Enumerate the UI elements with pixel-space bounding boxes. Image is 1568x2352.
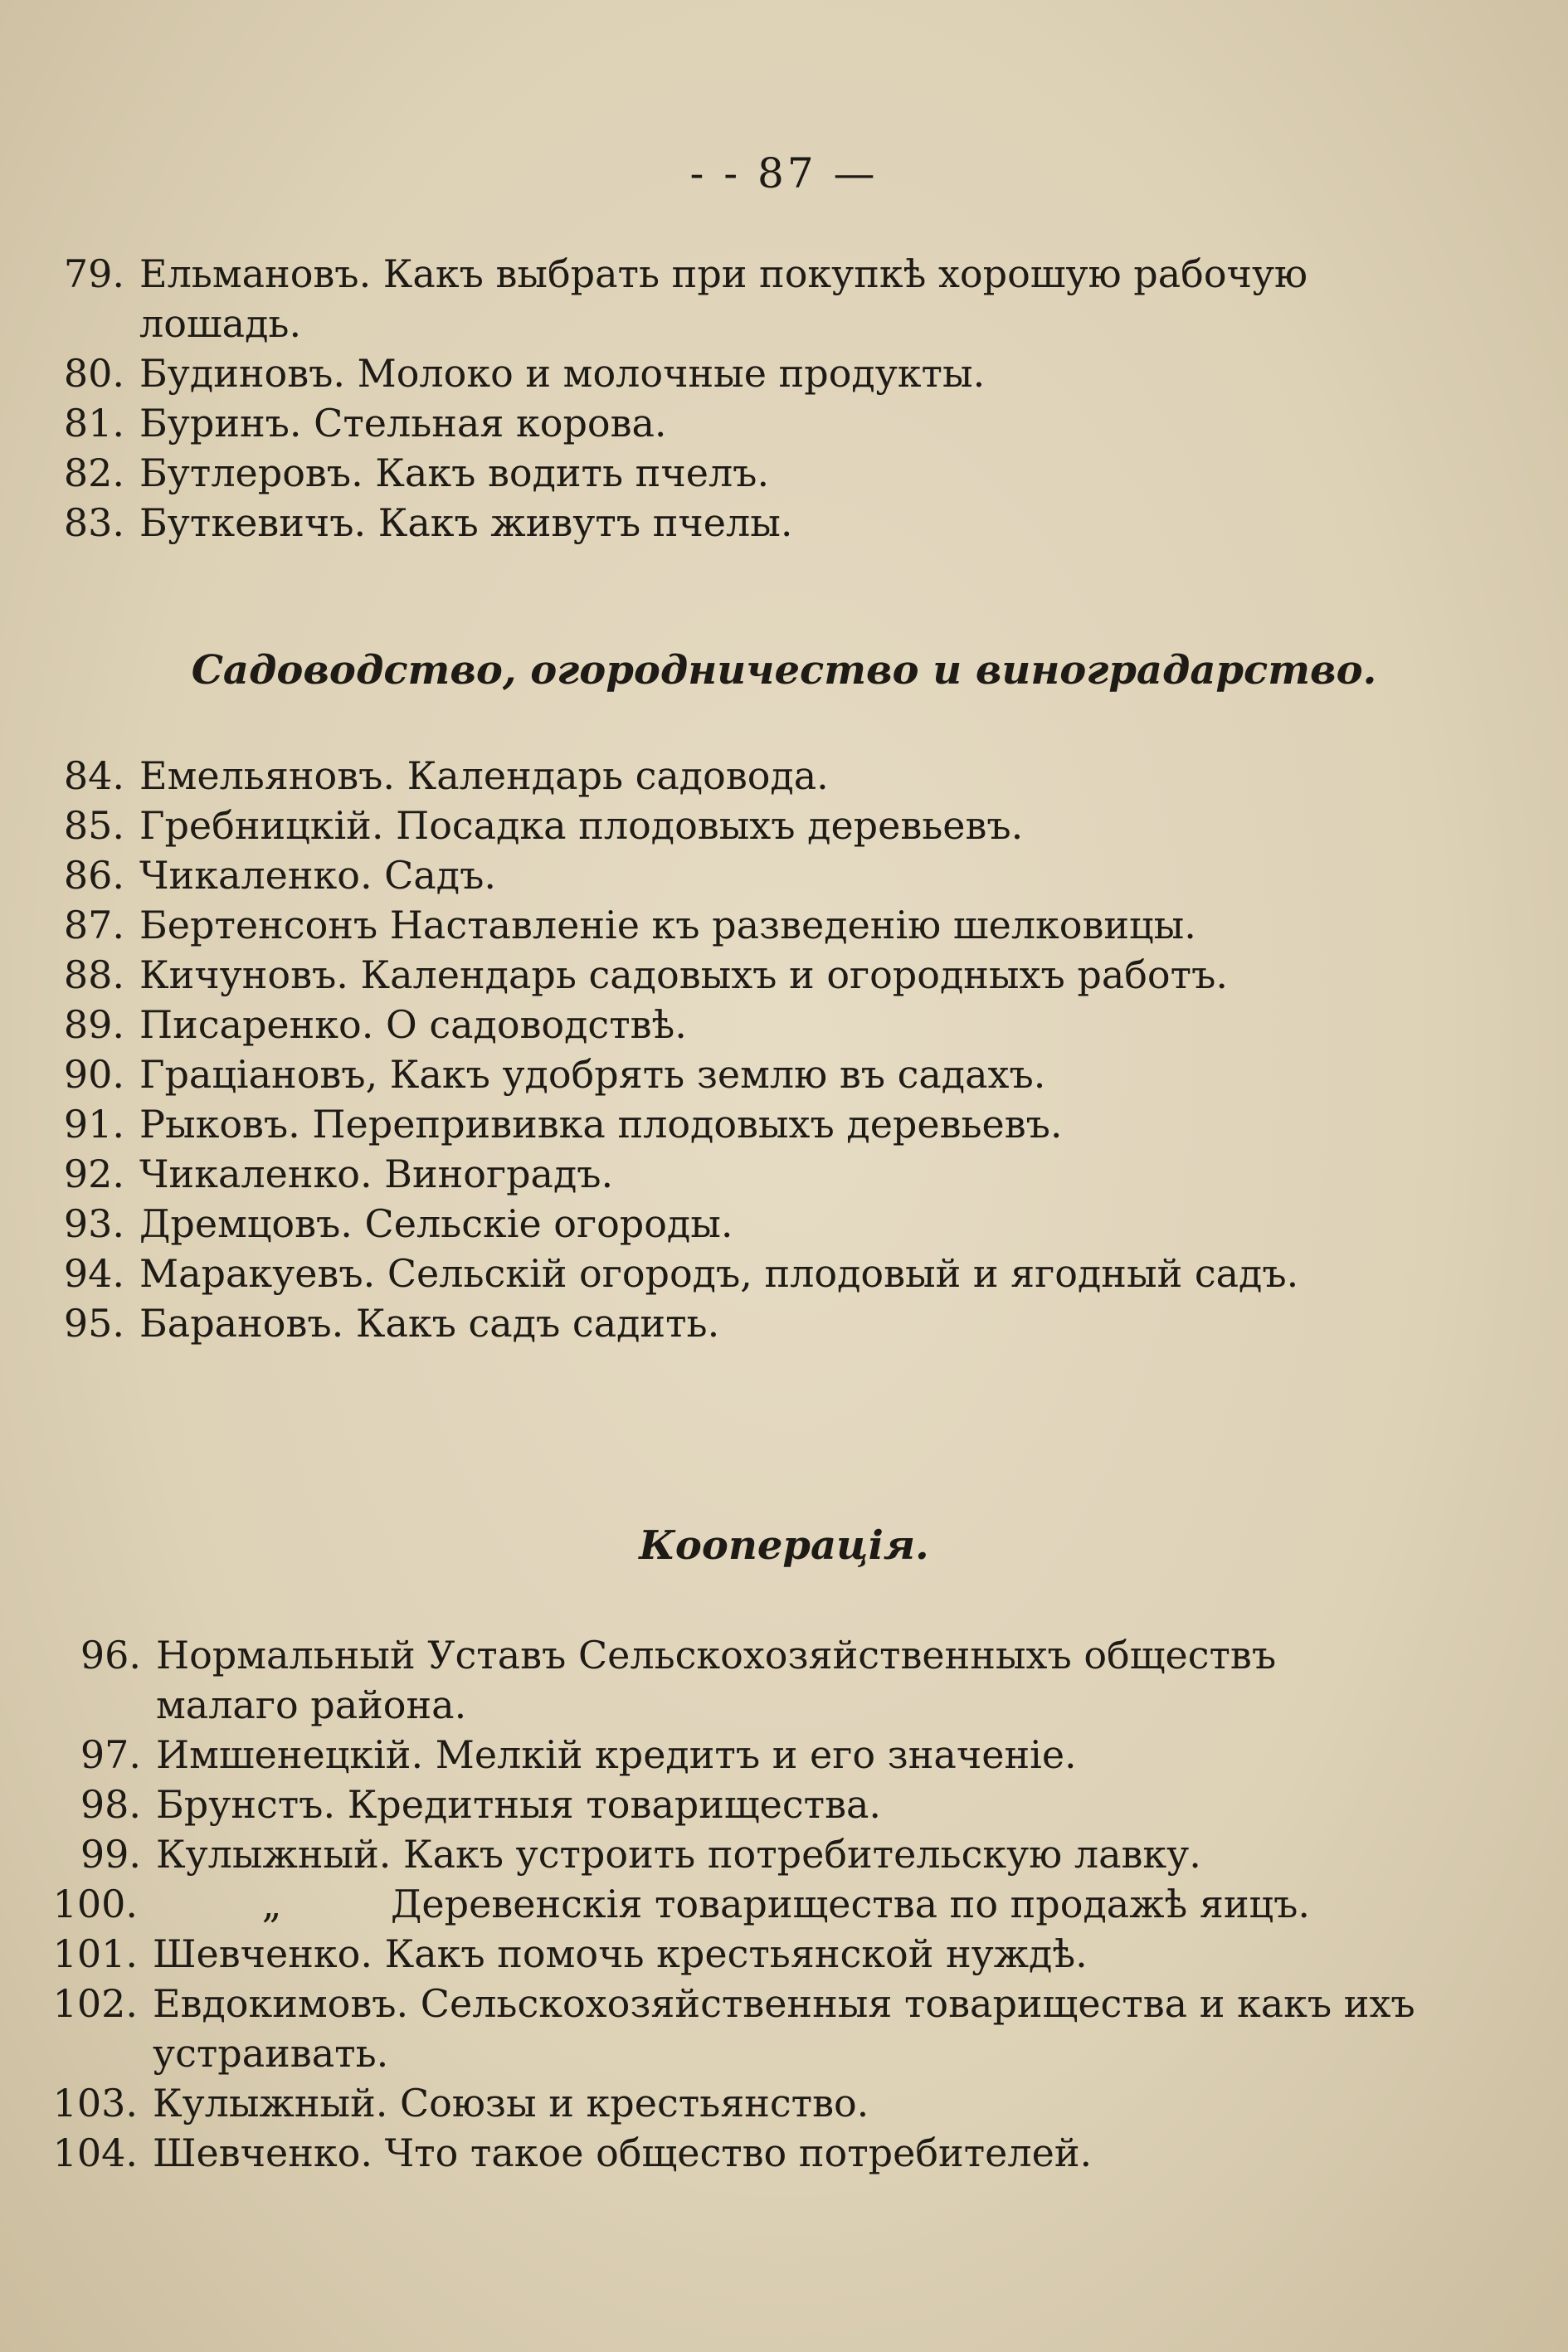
list-item bbox=[0, 801, 1568, 850]
item-number: 89. bbox=[63, 1002, 124, 1047]
list-item bbox=[0, 1099, 1568, 1149]
item-number: 96. bbox=[80, 1633, 141, 1678]
list-item bbox=[0, 850, 1568, 900]
item-text: Буткевичъ. Какъ живутъ пчелы. bbox=[139, 500, 793, 545]
list-item bbox=[0, 2128, 1568, 2178]
item-text: Барановъ. Какъ садъ садить. bbox=[139, 1301, 720, 1346]
item-number: 80. bbox=[63, 351, 124, 396]
item-number: 95. bbox=[63, 1301, 124, 1346]
list-item bbox=[0, 1298, 1568, 1348]
list-item bbox=[0, 900, 1568, 950]
item-text: Кулыжный. Какъ устроить потребительскую лавку. bbox=[156, 1832, 1201, 1877]
item-text: Чикаленко. Садъ. bbox=[139, 853, 497, 898]
list-item bbox=[0, 448, 1568, 498]
item-number: 104. bbox=[52, 2130, 138, 2175]
list-item bbox=[0, 1000, 1568, 1049]
item-text: Ельмановъ. Какъ выбрать при покупкѣ хорошую рабочую лошадь. bbox=[139, 251, 1308, 346]
item-text: Писаренко. О садоводствѣ. bbox=[139, 1002, 687, 1047]
item-number: 85. bbox=[63, 803, 124, 848]
item-number: 84. bbox=[63, 753, 124, 798]
item-text: Бертенсонъ Наставленіе къ разведенію шелковицы. bbox=[139, 903, 1196, 947]
item-text: Маракуевъ. Сельскій огородъ, плодовый и ягодный садъ. bbox=[139, 1251, 1299, 1296]
item-text: Евдокимовъ. Сельскохозяйственныя товарищества и какъ ихъ устраивать. bbox=[153, 1981, 1415, 2076]
list-item bbox=[0, 1249, 1568, 1298]
item-number: 88. bbox=[63, 952, 124, 997]
list-item bbox=[0, 1149, 1568, 1199]
item-text: Шевченко. Какъ помочь крестьянской нуждѣ. bbox=[153, 1931, 1088, 1976]
item-text: Граціановъ, Какъ удобрять землю въ садахъ. bbox=[139, 1052, 1046, 1097]
list-item bbox=[0, 398, 1568, 448]
item-text: Будиновъ. Молоко и молочные продукты. bbox=[139, 351, 986, 396]
item-number: 90. bbox=[63, 1052, 124, 1097]
page-number: - - 87 — bbox=[689, 149, 879, 197]
list-item bbox=[0, 498, 1568, 548]
list-item bbox=[0, 1879, 1568, 1929]
item-number: 86. bbox=[63, 853, 124, 898]
item-number: 99. bbox=[80, 1832, 141, 1877]
item-text: Бутлеровъ. Какъ водить пчелъ. bbox=[139, 450, 770, 495]
item-text: Кичуновъ. Календарь садовыхъ и огородныхъ работъ. bbox=[139, 952, 1228, 997]
item-number: 93. bbox=[63, 1201, 124, 1246]
item-number: 103. bbox=[52, 2081, 138, 2126]
section-animal-husbandry bbox=[0, 249, 1568, 548]
section-cooperation bbox=[0, 1630, 1568, 2178]
list-item bbox=[0, 1929, 1568, 1979]
item-text: Шевченко. Что такое общество потребителей. bbox=[153, 2130, 1093, 2175]
item-text: Рыковъ. Перепрививка плодовыхъ деревьевъ. bbox=[139, 1102, 1063, 1147]
section-title-gardening: Садоводство, огородничество и виноградарство. bbox=[191, 647, 1377, 694]
item-number: 81. bbox=[63, 401, 124, 446]
section-title-cooperation: Кооперація. bbox=[639, 1522, 929, 1569]
list-item bbox=[0, 2078, 1568, 2128]
item-text: Гребницкій. Посадка плодовыхъ деревьевъ. bbox=[139, 803, 1024, 848]
list-item bbox=[0, 1780, 1568, 1829]
item-number: 97. bbox=[80, 1732, 141, 1777]
item-text: Брунстъ. Кредитныя товарищества. bbox=[156, 1782, 882, 1827]
item-number: 91. bbox=[63, 1102, 124, 1147]
item-number: 82. bbox=[63, 450, 124, 495]
list-item bbox=[0, 1979, 1568, 2078]
item-text: Буринъ. Стельная корова. bbox=[139, 401, 667, 446]
list-item bbox=[0, 348, 1568, 398]
item-text: Нормальный Уставъ Сельскохозяйственныхъ обществъ малаго района. bbox=[156, 1633, 1277, 1727]
list-item bbox=[0, 1049, 1568, 1099]
list-item bbox=[0, 1829, 1568, 1879]
item-number: 98. bbox=[80, 1782, 141, 1827]
item-number: 101. bbox=[52, 1931, 138, 1976]
item-text: Дремцовъ. Сельскіе огороды. bbox=[139, 1201, 733, 1246]
item-number: 87. bbox=[63, 903, 124, 947]
item-number: 94. bbox=[63, 1251, 124, 1296]
list-item bbox=[0, 1199, 1568, 1249]
item-number: 92. bbox=[63, 1152, 124, 1196]
section-gardening bbox=[0, 751, 1568, 1348]
list-item bbox=[0, 1630, 1568, 1730]
list-item bbox=[0, 950, 1568, 1000]
item-text: Емельяновъ. Календарь садовода. bbox=[139, 753, 829, 798]
list-item bbox=[0, 751, 1568, 801]
item-text: Чикаленко. Виноградъ. bbox=[139, 1152, 614, 1196]
list-item bbox=[0, 1730, 1568, 1780]
item-number: 100. bbox=[52, 1882, 138, 1926]
item-number: 102. bbox=[52, 1981, 138, 2026]
item-text: Имшенецкій. Мелкій кредитъ и его значеніе. bbox=[156, 1732, 1077, 1777]
item-text: Кулыжный. Союзы и крестьянство. bbox=[153, 2081, 869, 2126]
item-number: 83. bbox=[63, 500, 124, 545]
item-text: „ Деревенскія товарищества по продажѣ яицъ. bbox=[153, 1882, 1311, 1926]
item-number: 79. bbox=[63, 251, 124, 296]
list-item bbox=[0, 249, 1568, 348]
